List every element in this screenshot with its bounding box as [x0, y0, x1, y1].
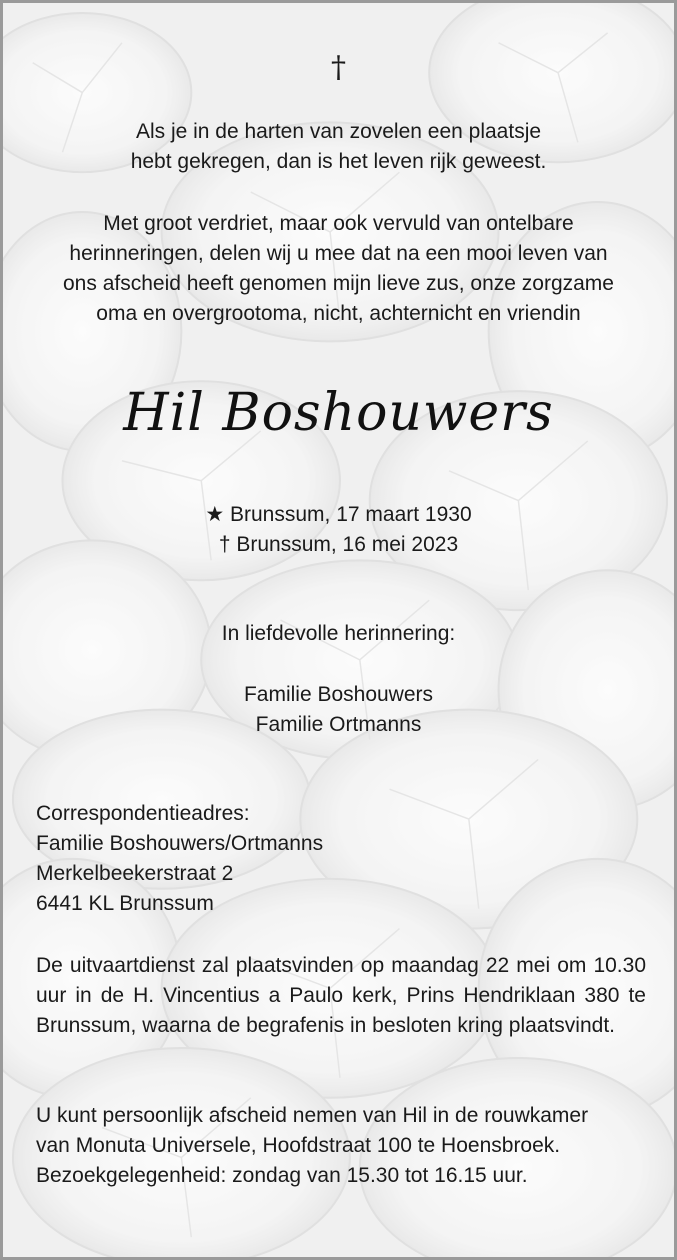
announcement: [23, 209, 654, 329]
address-street: Merkelbeekerstraat 2: [36, 862, 234, 885]
family-name: Familie Boshouwers: [243, 683, 434, 706]
birth-date: ★ Brunssum, 17 maart 1930: [205, 503, 472, 526]
announcement-line: oma en overgrootoma, nicht, achternicht en vriendin: [96, 302, 581, 325]
family-names: [23, 680, 654, 740]
deceased-name: Hil Boshouwers: [123, 383, 554, 443]
funeral-details: De uitvaartdienst zal plaatsvinden op maandag 22 mei om 10.30 uur in de H. Vincentius a Paulo kerk, Prins Hendriklaan 380 te Brunssum, waarna de begrafenis in besloten kring plaatsvindt.: [36, 954, 646, 1037]
visitation-line: U kunt persoonlijk afscheid nemen van Hil in de rouwkamer: [36, 1104, 589, 1127]
address-city: 6441 KL Brunssum: [36, 892, 214, 915]
memory-heading: In liefdevolle herinnering:: [221, 622, 456, 645]
announcement-line: ons afscheid heeft genomen mijn lieve zus, onze zorgzame: [63, 272, 614, 295]
cross-symbol: †: [331, 50, 346, 85]
life-dates: [3, 500, 674, 560]
poem-line: hebt gekregen, dan is het leven rijk geweest.: [130, 150, 547, 173]
address-label: Correspondentieadres:: [36, 802, 250, 825]
visitation-details: [36, 1101, 646, 1191]
death-date: † Brunssum, 16 mei 2023: [218, 533, 459, 556]
poem-line: Als je in de harten van zovelen een plaatsje: [135, 120, 542, 143]
family-name: Familie Ortmanns: [255, 713, 422, 736]
visitation-line: Bezoekgelegenheid: zondag van 15.30 tot 16.15 uur.: [36, 1164, 528, 1187]
poem: [23, 117, 654, 177]
announcement-line: Met groot verdriet, maar ook vervuld van ontelbare: [103, 212, 574, 235]
visitation-line: van Monuta Universele, Hoofdstraat 100 te Hoensbroek.: [36, 1134, 561, 1157]
address-name: Familie Boshouwers/Ortmanns: [36, 832, 324, 855]
announcement-line: herinneringen, delen wij u mee dat na een mooi leven van: [69, 242, 608, 265]
correspondence-address: [36, 799, 646, 919]
